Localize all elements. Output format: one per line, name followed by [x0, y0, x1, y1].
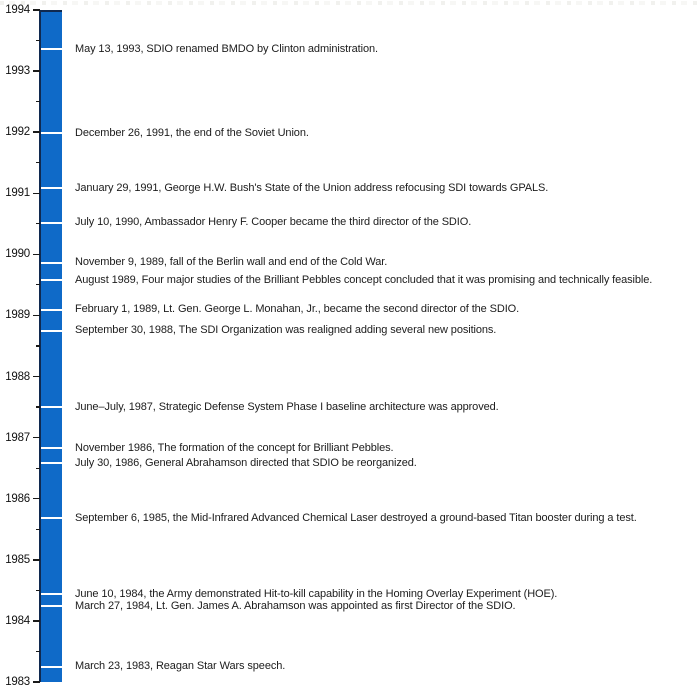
- year-major-tick: [33, 559, 40, 560]
- half-year-minor-tick: [36, 101, 40, 102]
- event-marker-line: [41, 666, 62, 668]
- event-marker-line: [41, 406, 62, 408]
- year-major-tick: [33, 620, 40, 621]
- year-tick-label: 1991: [5, 187, 30, 200]
- event-marker-line: [41, 447, 62, 449]
- event-label: September 6, 1985, the Mid-Infrared Advanced Chemical Laser destroyed a ground-based Titan booster during a test.: [75, 511, 637, 524]
- half-year-minor-tick: [36, 284, 40, 285]
- year-tick-label: 1990: [5, 248, 30, 261]
- event-label: June 10, 1984, the Army demonstrated Hit-to-kill capability in the Homing Overlay Experiment (HOE).: [75, 587, 558, 600]
- event-marker-line: [41, 279, 62, 281]
- event-marker-line: [41, 462, 62, 464]
- year-tick-label: 1984: [5, 614, 30, 627]
- top-edge-artifact: [0, 1, 700, 5]
- year-tick-label: 1989: [5, 309, 30, 322]
- event-label: July 10, 1990, Ambassador Henry F. Cooper became the third director of the SDIO.: [75, 216, 472, 229]
- year-major-tick: [33, 131, 40, 132]
- event-label: June–July, 1987, Strategic Defense System Phase I baseline architecture was approved.: [75, 400, 499, 413]
- year-major-tick: [33, 681, 40, 682]
- half-year-minor-tick: [36, 162, 40, 163]
- year-major-tick: [33, 254, 40, 255]
- year-tick-label: 1994: [5, 4, 30, 16]
- half-year-minor-tick: [36, 223, 40, 224]
- event-label: February 1, 1989, Lt. Gen. George L. Monahan, Jr., became the second director of the SDIO.: [75, 303, 520, 316]
- year-tick-label: 1992: [5, 126, 30, 139]
- year-tick-label: 1985: [5, 553, 30, 566]
- event-marker-line: [41, 309, 62, 311]
- year-major-tick: [33, 193, 40, 194]
- half-year-minor-tick: [36, 406, 40, 407]
- event-label: September 30, 1988, The SDI Organization was realigned adding several new positions.: [75, 324, 497, 337]
- half-year-minor-tick: [36, 651, 40, 652]
- year-major-tick: [33, 9, 40, 10]
- half-year-minor-tick: [36, 345, 40, 346]
- event-label: July 30, 1986, General Abrahamson directed that SDIO be reorganized.: [75, 456, 417, 469]
- event-marker-line: [41, 187, 62, 189]
- half-year-minor-tick: [36, 529, 40, 530]
- year-tick-label: 1986: [5, 492, 30, 505]
- event-label: December 26, 1991, the end of the Soviet Union.: [75, 126, 309, 139]
- year-tick-label: 1983: [5, 676, 30, 688]
- timeline-bar: [39, 10, 62, 682]
- year-major-tick: [33, 315, 40, 316]
- year-tick-label: 1988: [5, 370, 30, 383]
- year-major-tick: [33, 70, 40, 71]
- event-marker-line: [41, 262, 62, 264]
- event-marker-line: [41, 593, 62, 595]
- event-marker-line: [41, 48, 62, 50]
- half-year-minor-tick: [36, 590, 40, 591]
- year-tick-label: 1993: [5, 65, 30, 78]
- event-label: November 1986, The formation of the concept for Brilliant Pebbles.: [75, 441, 394, 454]
- event-label: March 27, 1984, Lt. Gen. James A. Abrahamson was appointed as first Director of the SDIO.: [75, 599, 516, 612]
- half-year-minor-tick: [36, 468, 40, 469]
- half-year-minor-tick: [36, 40, 40, 41]
- event-marker-line: [41, 132, 62, 134]
- year-tick-label: 1987: [5, 431, 30, 444]
- event-label: May 13, 1993, SDIO renamed BMDO by Clinton administration.: [75, 42, 378, 55]
- year-major-tick: [33, 437, 40, 438]
- year-major-tick: [33, 376, 40, 377]
- event-marker-line: [41, 222, 62, 224]
- event-marker-line: [41, 517, 62, 519]
- year-major-tick: [33, 498, 40, 499]
- event-label: January 29, 1991, George H.W. Bush's State of the Union address refocusing SDI towards GPALS.: [75, 181, 549, 194]
- event-label: August 1989, Four major studies of the Brilliant Pebbles concept concluded that it was promising and technically feasible.: [75, 273, 653, 286]
- event-marker-line: [41, 605, 62, 607]
- event-marker-line: [41, 330, 62, 332]
- event-label: March 23, 1983, Reagan Star Wars speech.: [75, 660, 286, 673]
- event-label: November 9, 1989, fall of the Berlin wall and end of the Cold War.: [75, 256, 388, 269]
